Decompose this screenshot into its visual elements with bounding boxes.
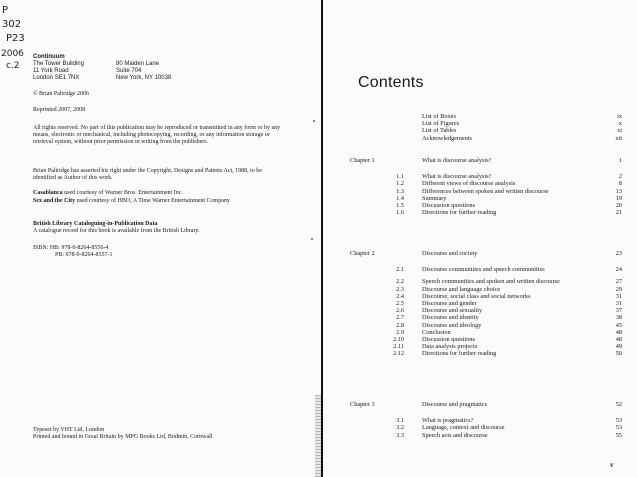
credit-text: used courtesy of HBO, A Time Warner Entertainment Company	[75, 198, 230, 204]
toc-section	[350, 209, 622, 216]
section-number: 3.1	[396, 417, 404, 425]
toc-page: 55	[615, 431, 622, 439]
section-title: Summary	[422, 194, 447, 202]
handwritten-call-mark-4: 2006	[1, 49, 24, 59]
toc-page: 49	[615, 343, 622, 351]
section-title: Conclusion	[422, 328, 451, 336]
credit-title: Sex and the City	[33, 198, 76, 204]
author-rights-paragraph: Brian Paltridge has asserted his right under the Copyright, Designs and Patents Act, 1988, to be identified as Author of this work.	[33, 168, 262, 181]
toc-title: List of Figures	[422, 120, 460, 128]
toc-section	[350, 336, 622, 343]
chapter-label: Chapter 3	[350, 401, 375, 408]
section-title: What is discourse analysis?	[422, 173, 492, 181]
section-title: Discourse and gender	[422, 300, 477, 308]
section-number: 1.4	[396, 194, 404, 202]
section-title: Different views of discourse analysis	[422, 180, 516, 188]
section-number: 2.11	[393, 343, 404, 351]
section-title: Discussion questions	[422, 202, 476, 210]
section-title: What is pragmatics?	[422, 417, 474, 425]
isbn-block	[33, 245, 283, 259]
section-number: 1.1	[396, 173, 404, 181]
toc-section	[350, 343, 622, 350]
section-number: 3.2	[396, 424, 404, 432]
toc-section	[350, 307, 622, 314]
address-line: New York, NY 10038	[116, 75, 172, 81]
chapter-title: Discourse and pragmatics	[422, 401, 488, 408]
satc-credit	[33, 198, 283, 205]
section-number: 3.3	[396, 431, 404, 439]
section-title: Discourse, social class and social networks	[422, 292, 531, 300]
toc-section	[350, 173, 622, 180]
scan-speck	[313, 120, 315, 122]
section-number: 2.6	[396, 307, 404, 315]
toc-page: 20	[615, 202, 622, 210]
toc-section	[350, 424, 622, 431]
cip-heading: British Library Cataloguing-in-Publication Data	[33, 221, 158, 227]
section-number: 1.3	[396, 187, 404, 195]
section-title: Speech communities and spoken and written discourse	[422, 278, 560, 286]
rights-reserved-paragraph: All rights reserved. No part of this publication may be reproduced or transmitted in any form or by any means, electronic or mechanical, including photocopying, recording, or any information storage or retrieval system, without prior permission in writing from the publishers.	[33, 125, 281, 145]
toc-page: 53	[615, 417, 622, 425]
toc-page: 29	[615, 285, 622, 293]
toc-page: 1	[618, 157, 622, 164]
toc-section	[350, 195, 622, 202]
address-line: Suite 704	[116, 68, 142, 74]
address-line: London SE1 7NX	[33, 75, 80, 81]
gutter-shadow	[315, 395, 321, 477]
section-title: Discourse communities and speech communities	[422, 266, 545, 274]
toc-section	[350, 322, 622, 329]
typeset-line: Typeset by YHT Ltd, London	[33, 427, 105, 433]
toc-page: 48	[615, 336, 622, 344]
section-title: Directions for further reading	[422, 209, 497, 217]
toc-page: 8	[618, 180, 622, 188]
copyright-notice: © Brian Paltridge 2006	[33, 91, 90, 97]
section-number: 2.3	[396, 285, 404, 293]
toc-page: 45	[615, 321, 622, 329]
toc-page: x	[618, 120, 622, 128]
section-title: Language, context and discourse	[422, 424, 505, 432]
handwritten-call-mark-1: P	[2, 5, 9, 16]
toc-section	[350, 293, 622, 300]
section-number: 2.2	[396, 278, 404, 286]
toc-page: 31	[615, 300, 622, 308]
toc-page: 24	[615, 266, 622, 274]
cip-data	[33, 221, 283, 235]
section-number: 1.2	[396, 180, 404, 188]
toc-page: 13	[615, 187, 622, 195]
section-title: Discussion questions	[422, 336, 476, 344]
chapter-label: Chapter 1	[350, 157, 375, 164]
toc-title: Acknowledgements	[422, 134, 473, 142]
toc-page: 21	[615, 209, 622, 217]
cip-text: A catalogue record for this book is available from the British Library.	[33, 228, 200, 234]
section-title: Discourse and sexuality	[422, 307, 483, 315]
toc-front-item	[350, 127, 622, 134]
section-title: Speech acts and discourse	[422, 431, 488, 439]
section-number: 2.7	[396, 314, 404, 322]
chapter-title: Discourse and society	[422, 250, 478, 257]
typeset-note	[33, 427, 283, 441]
toc-chapter-heading	[350, 250, 622, 257]
toc-page: 53	[615, 424, 622, 432]
section-title: Discourse and ideology	[422, 321, 482, 329]
chapter-label: Chapter 2	[350, 250, 375, 257]
toc-section	[350, 350, 622, 357]
handwritten-call-mark-5: c.2	[6, 61, 20, 71]
toc-section	[350, 266, 622, 273]
toc-front-item	[350, 113, 622, 120]
section-title: Data analysis projects	[422, 343, 478, 351]
address-line: 11 York Road	[33, 68, 69, 74]
toc-page: xi	[617, 127, 622, 135]
publisher-address-newyork	[116, 61, 171, 82]
address-line: 80 Maiden Lane	[116, 61, 160, 67]
toc-section	[350, 329, 622, 336]
section-title: Discourse and language choice	[422, 285, 501, 293]
toc-front-matter	[350, 113, 622, 142]
printed-line: Printed and bound in Great Britain by MPG Books Ltd, Bodmin, Cornwall	[33, 434, 213, 440]
toc-title: List of Tables	[422, 127, 457, 135]
publisher-name: Continuum	[33, 54, 65, 60]
book-gutter	[321, 0, 323, 477]
section-number: 2.8	[396, 321, 404, 329]
toc-chapter-2	[350, 250, 622, 358]
toc-section	[350, 278, 622, 285]
toc-front-item	[350, 120, 622, 127]
toc-front-item	[350, 135, 622, 142]
toc-page: 50	[615, 350, 622, 358]
toc-page: ix	[617, 113, 622, 120]
toc-page: 31	[615, 292, 622, 300]
toc-chapter-3	[350, 401, 622, 439]
credit-text: used courtesy of Warner Bros. Entertainment Inc.	[62, 190, 183, 196]
toc-section	[350, 432, 622, 439]
toc-page: 38	[615, 314, 622, 322]
section-number: 2.5	[396, 300, 404, 308]
toc-section	[350, 286, 622, 293]
toc-chapter-heading	[350, 401, 622, 408]
reprint-notice: Reprinted 2007, 2008	[33, 107, 86, 113]
page-folio: v	[610, 461, 614, 469]
toc-section	[350, 180, 622, 187]
toc-page: 52	[615, 401, 622, 408]
address-line: The Tower Building	[33, 61, 84, 67]
section-number: 1.6	[396, 209, 404, 217]
handwritten-call-mark-3: P23	[6, 33, 25, 44]
isbn-pb: PB: 978-0-8264-8557-1	[55, 252, 113, 258]
toc-page: 48	[615, 328, 622, 336]
toc-chapter-heading	[350, 157, 622, 164]
section-number: 2.4	[396, 292, 404, 300]
section-number: 2.1	[396, 266, 404, 274]
section-title: Differences between spoken and written discourse	[422, 187, 549, 195]
casablanca-credit	[33, 190, 283, 197]
section-number: 1.5	[396, 202, 404, 210]
toc-page: 2	[618, 173, 622, 181]
toc-page: 37	[615, 307, 622, 315]
toc-page: xii	[615, 134, 622, 142]
section-number: 2.9	[396, 328, 404, 336]
toc-section	[350, 314, 622, 321]
toc-section	[350, 417, 622, 424]
toc-page: 23	[615, 250, 622, 257]
toc-page: 19	[615, 194, 622, 202]
credit-title: Casablanca	[33, 190, 63, 196]
toc-section	[350, 202, 622, 209]
publisher-address-london	[33, 61, 84, 82]
scan-speck	[311, 238, 313, 240]
section-title: Discourse and identity	[422, 314, 479, 322]
toc-title: List of Boxes	[422, 113, 456, 120]
section-title: Directions for further reading	[422, 350, 497, 358]
section-number: 2.10	[392, 336, 404, 344]
toc-section	[350, 188, 622, 195]
handwritten-call-mark-2: 302	[2, 19, 22, 30]
section-number: 2.12	[392, 350, 404, 358]
contents-title: Contents	[358, 74, 424, 91]
chapter-title: What is discourse analysis?	[422, 157, 492, 164]
toc-page: 27	[615, 278, 622, 286]
isbn-hb: ISBN: HB: 978-0-8264-8556-4	[33, 245, 109, 251]
toc-section	[350, 300, 622, 307]
toc-chapter-1	[350, 157, 622, 216]
